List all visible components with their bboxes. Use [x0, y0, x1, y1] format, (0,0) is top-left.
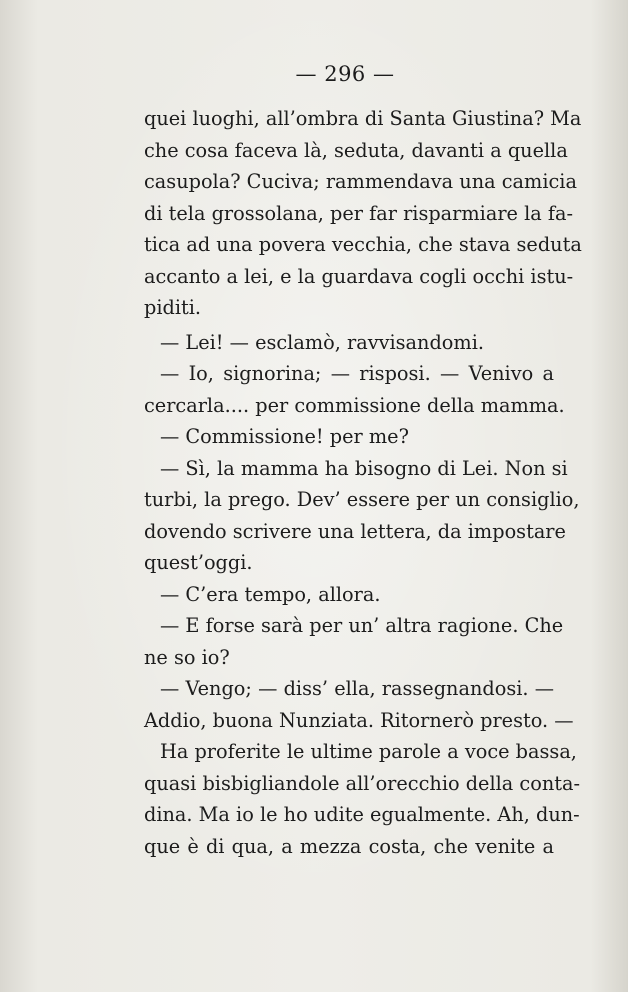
text-line: tica ad una povera vecchia, che stava seduta [144, 233, 582, 256]
text-line: ne so io? [144, 645, 230, 669]
text-line: — C’era tempo, allora. [160, 582, 381, 606]
text-line: Ha proferite le ultime parole a voce bassa, [160, 740, 577, 763]
text-line: casupola? Cuciva; rammendava una camicia [144, 170, 577, 193]
body-text [144, 103, 582, 862]
text-line: que è di qua, a mezza costa, che venite a [144, 834, 554, 858]
text-line: piditi. [144, 296, 202, 319]
text-line: dovendo scrivere una lettera, da impostare [144, 519, 566, 543]
text-line: di tela grossolana, per far risparmiare la fa- [144, 201, 574, 225]
text-line: — Io, signorina; — risposi. — Venivo a [160, 362, 554, 385]
text-line: quei luoghi, all’ombra di Santa Giustina? Ma [144, 107, 582, 130]
text-line: — Sì, la mamma ha bisogno di Lei. Non si [160, 456, 568, 480]
text-line: — E forse sarà per un’ altra ragione. Che [160, 614, 564, 637]
text-line: quasi bisbigliandole all’orecchio della conta- [144, 771, 581, 795]
text-line: — Lei! — esclamò, ravvisandomi. [160, 330, 484, 354]
text-line: Addio, buona Nunziata. Ritornerò presto. — [144, 708, 574, 732]
page-number: — 296 — [295, 62, 395, 86]
text-line: quest’oggi. [144, 551, 253, 574]
text-line: che cosa faceva là, seduta, davanti a quella [144, 138, 568, 162]
text-line: — Vengo; — diss’ ella, rassegnandosi. — [160, 677, 554, 700]
text-line: turbi, la prego. Dev’ essere per un consiglio, [144, 488, 580, 511]
text-line: dina. Ma io le ho udite egualmente. Ah, dun- [144, 803, 580, 826]
text-line: — Commissione! per me? [160, 425, 409, 448]
text-line: accanto a lei, e la guardava cogli occhi istu- [144, 264, 574, 288]
text-line: cercarla.... per commissione della mamma. [144, 393, 565, 417]
